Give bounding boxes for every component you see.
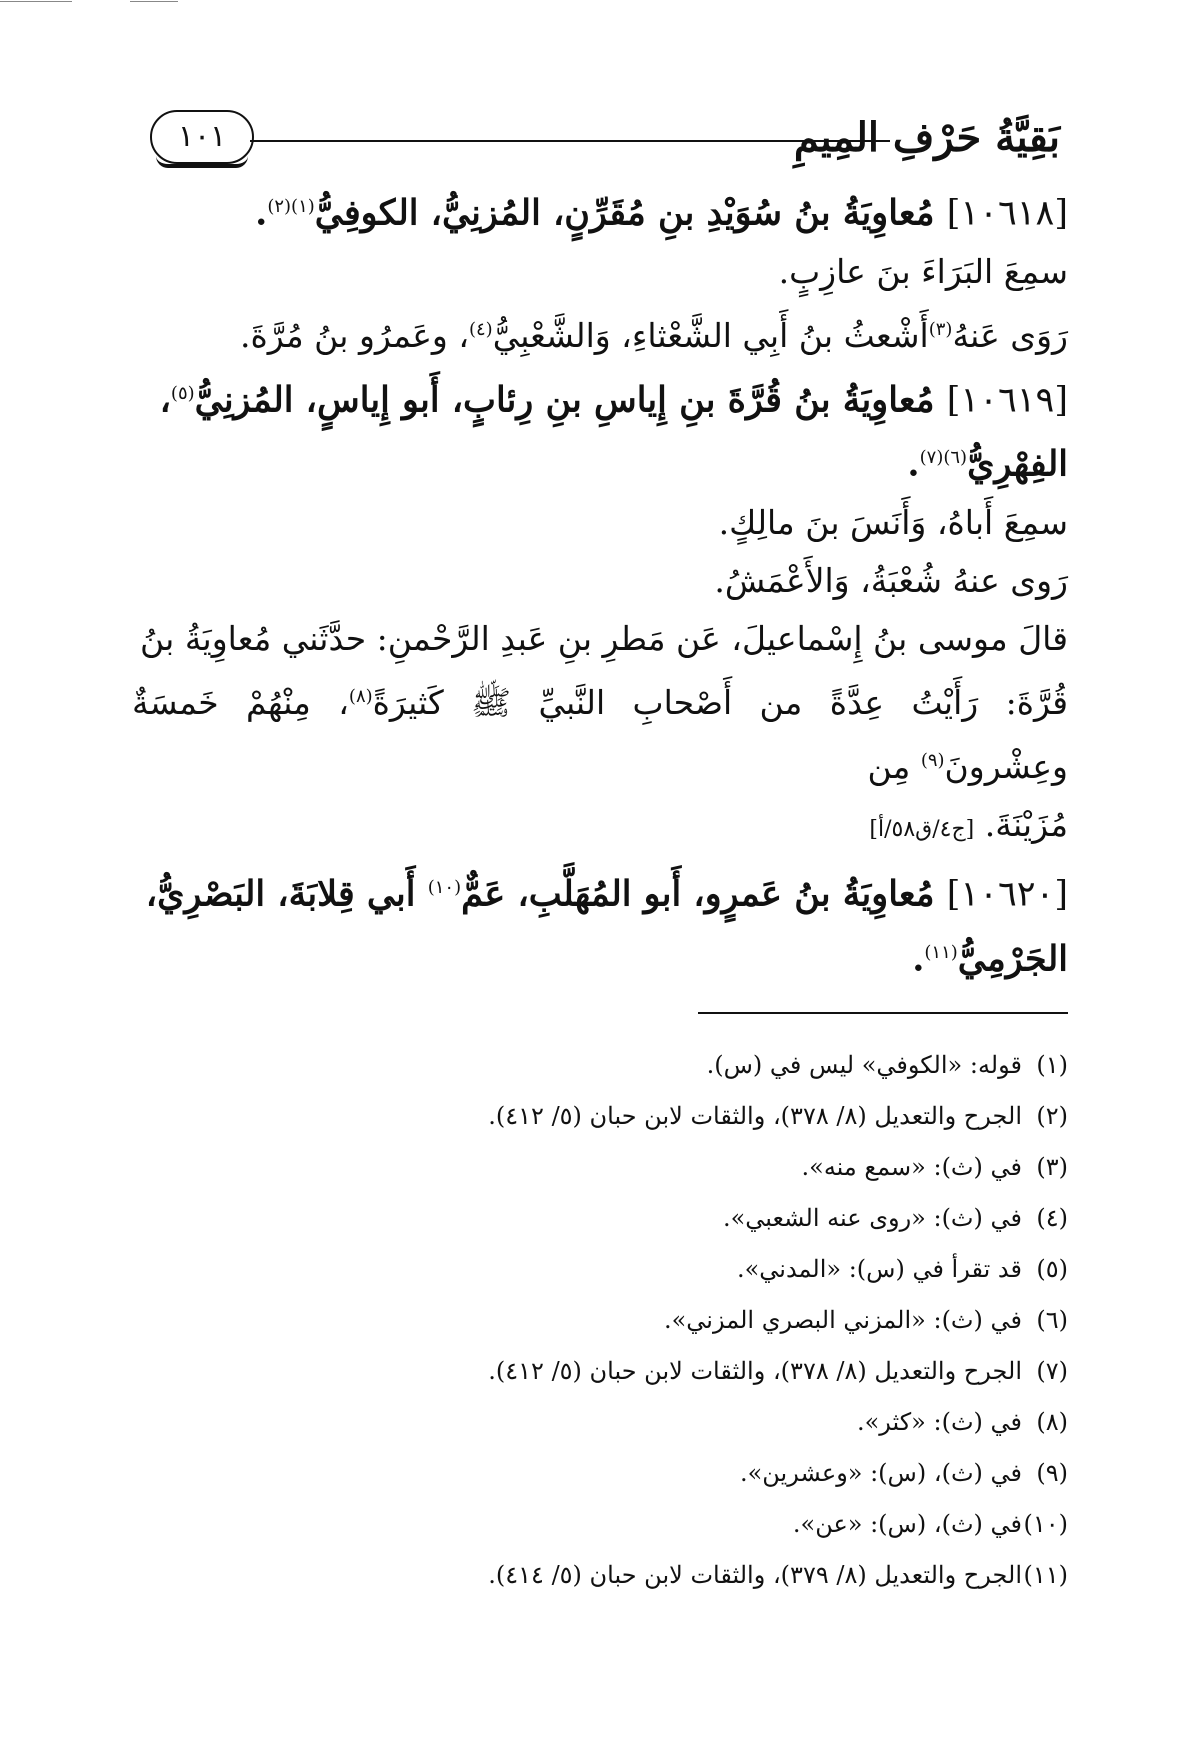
manuscript-reference: [ج٤/ق٥٨/أ] — [869, 816, 975, 842]
line-text: ، مِنْهُمْ خَمسَةٌ وعِشْرونَ — [132, 682, 1068, 786]
footnote-marker: (٣) — [928, 318, 953, 340]
line-text: سمِعَ أَباهُ، وَأَنَسَ بنَ مالِكٍ. — [718, 502, 1068, 542]
text-line — [132, 301, 1068, 365]
footnote — [132, 1295, 1068, 1346]
text-line — [132, 243, 1068, 301]
footnote-text: في (ث): «سمع منه». — [801, 1153, 1022, 1181]
entry-number: [١٠٦١٩] — [946, 380, 1068, 421]
footnote-number: (٨) — [1036, 1408, 1068, 1436]
page-header — [150, 108, 1060, 172]
punctuation: . — [255, 192, 268, 234]
footnote-marker: (٥) — [170, 382, 195, 404]
entry-heading-10620 — [132, 859, 1068, 924]
text-line — [132, 796, 1068, 859]
text-line — [132, 552, 1068, 610]
line-text: قُرَّةَ: رَأَيْتُ عِدَّةً من أَصْحابِ النَّبيِّ ﷺ كَثيرَةً — [372, 682, 1068, 722]
footnote-marker: (٩) — [920, 749, 945, 771]
footnote — [132, 1244, 1068, 1295]
line-text: رَوى عنهُ شُعْبَةُ، وَالأَعْمَشُ. — [714, 560, 1068, 600]
entry-name: مُعاوِيَةُ بنُ سُوَيْدِ بنِ مُقَرِّنٍ، المُزنِيُّ، الكوفِيُّ — [314, 192, 935, 234]
running-title: بَقِيَّةُ حَرْفِ المِيمِ — [793, 114, 1060, 161]
footnote — [132, 1040, 1068, 1091]
footnote-marker: (١٠) — [427, 876, 462, 898]
footnote-text: في (ث): «المزني البصري المزني». — [663, 1306, 1022, 1334]
entry-heading-10619 — [132, 365, 1068, 430]
punctuation: . — [907, 443, 920, 485]
footnote-marker: (٤) — [468, 318, 493, 340]
footnote-text: في (ث)، (س): «عن». — [792, 1510, 1022, 1538]
line-text: ، وعَمرُو بنُ مُرَّةَ. — [240, 315, 469, 355]
line-text: رَوَى عَنهُ — [952, 315, 1068, 355]
footnote-number: (١٠) — [1023, 1510, 1068, 1538]
footnote-text: الجرح والتعديل (٨/ ٣٧٩)، والثقات لابن حبان (٥/ ٤١٤). — [488, 1561, 1022, 1589]
footnote — [132, 1091, 1068, 1142]
line-text: أَشْعثُ بنُ أَبِي الشَّعْثاءِ، وَالشَّعْبِيُّ — [492, 315, 929, 355]
footnote — [132, 1499, 1068, 1550]
page-number-badge — [150, 110, 254, 164]
footnote-text: قوله: «الكوفي» ليس في (س). — [706, 1051, 1022, 1079]
footnote-number: (١) — [1036, 1051, 1068, 1079]
footnote-text: الجرح والتعديل (٨/ ٣٧٨)، والثقات لابن حبان (٥/ ٤١٢). — [488, 1357, 1022, 1385]
footnote-marker: (٦)(٧) — [919, 447, 968, 469]
line-text: مُزَيْنَةَ. — [984, 804, 1068, 844]
footnote-marker: (١١) — [924, 941, 958, 963]
main-text — [132, 178, 1068, 988]
line-text: قالَ موسى بنُ إِسْماعيلَ، عَن مَطرِ بنِ عَبدِ الرَّحْمنِ: حدَّثَني مُعاوِيَةُ بنُ — [140, 618, 1068, 658]
footnote-number: (٥) — [1036, 1255, 1068, 1283]
footnote-number: (٦) — [1036, 1306, 1068, 1334]
footnote — [132, 1142, 1068, 1193]
footnote — [132, 1448, 1068, 1499]
text-line — [132, 610, 1068, 668]
footnote-number: (٢) — [1036, 1102, 1068, 1130]
footnote — [132, 1397, 1068, 1448]
line-text: مِن — [867, 746, 921, 786]
footnote-text: في (ث)، (س): «وعشرين». — [739, 1459, 1022, 1487]
text-line — [132, 668, 1068, 796]
entry-name: مُعاوِيَةُ بنُ قُرَّةَ بنِ إِياسِ بنِ رِئابٍ، أَبو إِياسٍ، المُزنِيُّ — [194, 379, 935, 421]
footnotes — [132, 1040, 1068, 1601]
entry-name: الجَرْمِيُّ — [957, 938, 1068, 980]
footnote-marker: (٨) — [348, 685, 373, 707]
footnote-number: (٧) — [1036, 1357, 1068, 1385]
entry-number: [١٠٦٢٠] — [946, 874, 1068, 915]
footnote — [132, 1346, 1068, 1397]
header-rule — [250, 140, 890, 142]
entry-name: مُعاوِيَةُ بنُ عَمرٍو، أَبو المُهَلَّبِ، عَمٌّ — [461, 873, 935, 915]
punctuation: ، — [159, 379, 171, 421]
text-line — [132, 494, 1068, 552]
footnote-number: (٤) — [1036, 1204, 1068, 1232]
footnote-text: قد تقرأ في (س): «المدني». — [736, 1255, 1022, 1283]
page-number: ١٠١ — [177, 119, 227, 154]
entry-heading-continuation — [132, 429, 1068, 494]
punctuation: . — [912, 938, 925, 980]
footnote-number: (٩) — [1036, 1459, 1068, 1487]
line-text: سمِعَ البَرَاءَ بنَ عازِبٍ. — [778, 251, 1068, 291]
entry-heading-continuation — [132, 924, 1068, 989]
footnote — [132, 1193, 1068, 1244]
footnote-number: (١١) — [1023, 1561, 1068, 1589]
entry-name: أَبي قِلابَةَ، البَصْرِيُّ، — [145, 873, 428, 915]
entry-name: الفِهْرِيُّ — [967, 443, 1068, 485]
entry-heading-10618 — [132, 178, 1068, 243]
footnote-text: في (ث): «روى عنه الشعبي». — [722, 1204, 1022, 1232]
footnote-separator — [698, 1012, 1068, 1014]
footnote-text: في (ث): «كثر». — [856, 1408, 1022, 1436]
footnote-text: الجرح والتعديل (٨/ ٣٧٨)، والثقات لابن حبان (٥/ ٤١٢). — [488, 1102, 1022, 1130]
entry-number: [١٠٦١٨] — [946, 193, 1068, 234]
footnote — [132, 1550, 1068, 1601]
footnote-marker: (١)(٢) — [267, 196, 315, 217]
footnote-number: (٣) — [1036, 1153, 1068, 1181]
scan-edge-marks — [0, 0, 220, 4]
